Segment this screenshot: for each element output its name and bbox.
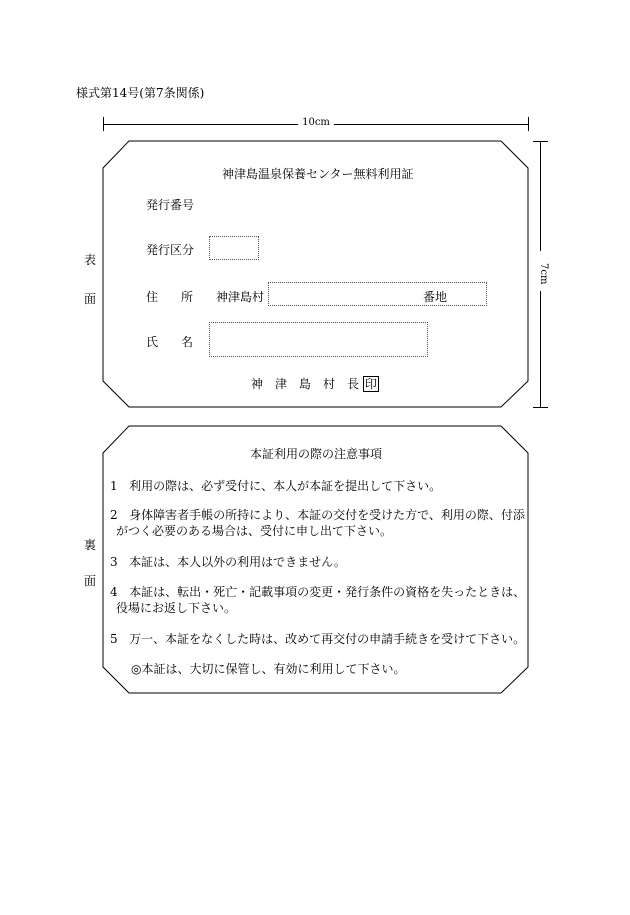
front-side-label-1: 表 xyxy=(84,253,97,267)
notice-text: 身体障害者手帳の所持により、本証の交付を受けた方で、利用の際、付添 xyxy=(129,508,525,522)
back-side-label-2: 面 xyxy=(84,574,97,588)
front-title: 神津島温泉保養センター無料利用証 xyxy=(222,167,414,181)
notice-number: 3 xyxy=(110,555,118,569)
notice-text: 利用の際は、必ず受付に、本人が本証を提出して下さい。 xyxy=(129,479,442,493)
notice-item xyxy=(110,477,441,494)
address-suffix: 番地 xyxy=(423,290,448,304)
issue-number-label: 発行番号 xyxy=(146,198,195,212)
address-label-2: 所 xyxy=(181,290,194,304)
front-side-label-2: 面 xyxy=(84,292,97,306)
notice-item-continued: 役場にお返し下さい。 xyxy=(116,601,237,615)
issue-category-field xyxy=(209,236,259,260)
seal-mark: 印 xyxy=(364,377,377,391)
notice-number: 1 xyxy=(110,479,118,493)
form-label: 様式第14号(第7条関係) xyxy=(76,86,205,100)
notice-item xyxy=(110,553,346,570)
notice-item-continued: がつく必要のある場合は、受付に申し出て下さい。 xyxy=(116,524,393,538)
issuer-text: 神 津 島 村 長 xyxy=(251,377,360,391)
issuer-line xyxy=(251,375,379,392)
notice-number: 2 xyxy=(110,508,118,522)
width-label: 10cm xyxy=(302,117,330,128)
notice-text: 本証は、本人以外の利用はできません。 xyxy=(129,555,346,569)
address-field xyxy=(268,282,487,306)
notice-item xyxy=(110,506,525,523)
back-title: 本証利用の際の注意事項 xyxy=(250,447,383,461)
name-label-2: 名 xyxy=(181,335,194,349)
name-field xyxy=(209,322,428,357)
address-label-1: 住 xyxy=(146,290,159,304)
notice-item xyxy=(110,630,525,647)
back-side-label-1: 裏 xyxy=(84,538,97,552)
address-prefix: 神津島村 xyxy=(216,290,265,304)
notice-text: 本証は、転出・死亡・記載事項の変更・発行条件の資格を失ったときは、 xyxy=(129,585,526,599)
notice-text: 万一、本証をなくした時は、改めて再交付の申請手続きを受けて下さい。 xyxy=(129,632,526,646)
issue-category-label: 発行区分 xyxy=(146,243,195,257)
closing-note: ◎本証は、大切に保管し、有効に利用して下さい。 xyxy=(131,662,406,676)
notice-number: 5 xyxy=(110,632,118,646)
name-label-1: 氏 xyxy=(146,335,159,349)
height-label: 7cm xyxy=(538,263,549,285)
notice-number: 4 xyxy=(110,585,118,599)
notice-item xyxy=(110,583,525,600)
